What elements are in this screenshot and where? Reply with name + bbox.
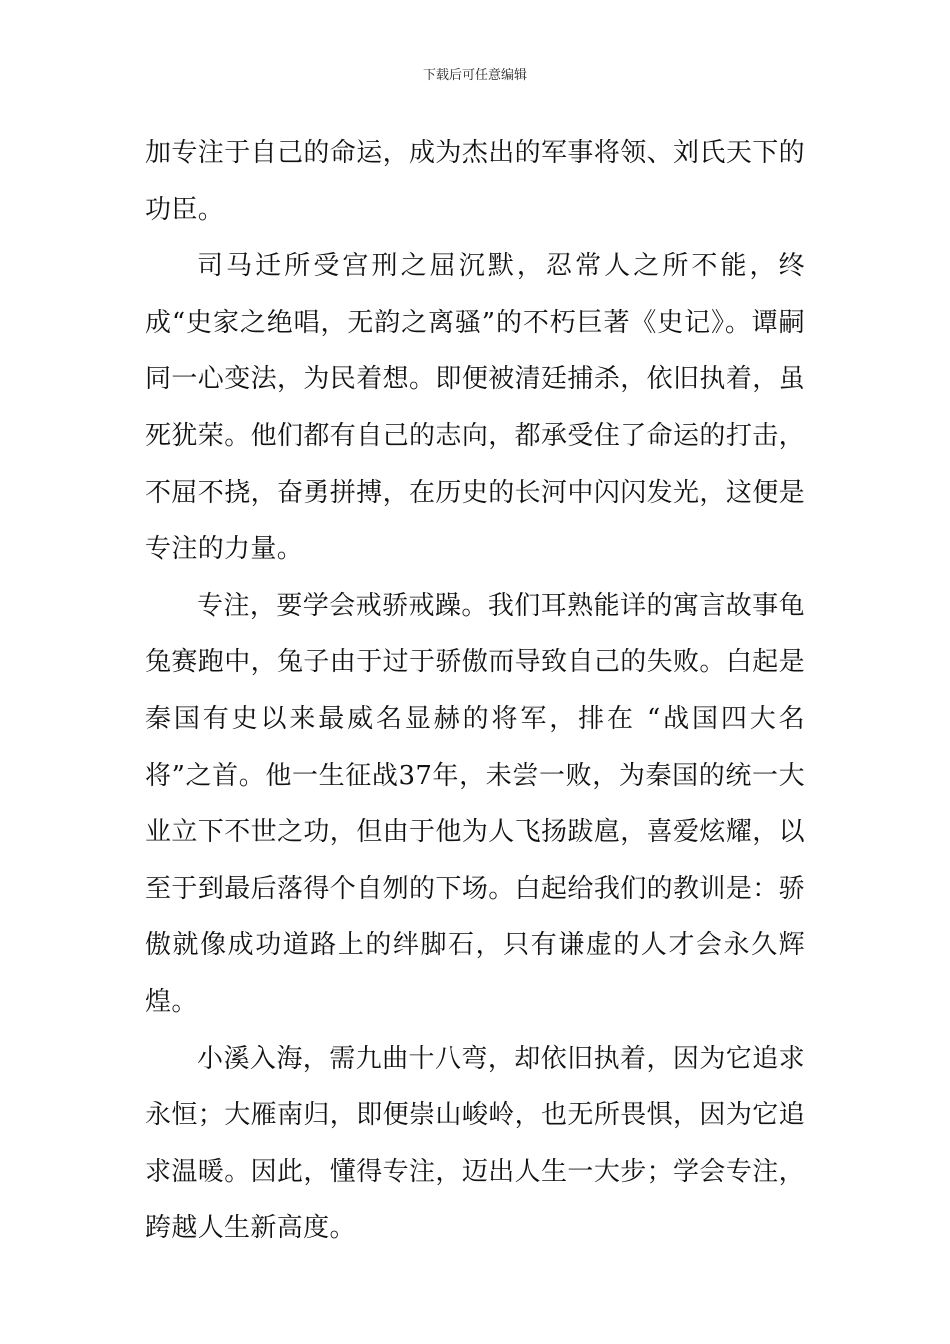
- paragraph-1: 加专注于自己的命运，成为杰出的军事将领、刘氏天下的功臣。: [145, 138, 805, 225]
- page-header: 下载后可任意编辑: [422, 68, 527, 83]
- paragraph-4: 小溪入海，需九曲十八弯，却依旧执着，因为它追求永恒；大雁南归，即便崇山峻岭，也无所畏惧，因为它追求温暖。因此，懂得专注，迈出人生一大步；学会专注，跨越人生新高度。: [145, 1043, 805, 1244]
- paragraph-3: 专注，要学会戒骄戒躁。我们耳熟能详的寓言故事龟兔赛跑中，兔子由于过于骄傲而导致自己的失败。白起是秦国有史以来最威名显赫的将军，排在 “战国四大名将”之首。他一生征战37年，未尝一败，为秦国的统一大业立下不世之功，但由于他为人飞扬跋扈，喜爱炫耀，以至于到最后落得个自刎的下场。白起给我们的教训是：骄傲就像成功道路上的绊脚石，只有谦虚的人才会永久辉煌。: [145, 590, 805, 1017]
- paragraph-2: 司马迁所受宫刑之屈沉默，忍常人之所不能，终成“史家之绝唱，无韵之离骚”的不朽巨著《史记》。谭嗣同一心变法，为民着想。即便被清廷捕杀，依旧执着，虽死犹荣。他们都有自己的志向，都承受住了命运的打击，不屈不挠，奋勇拼搏，在历史的长河中闪闪发光，这便是专注的力量。: [145, 251, 805, 565]
- document-body: [145, 125, 805, 1257]
